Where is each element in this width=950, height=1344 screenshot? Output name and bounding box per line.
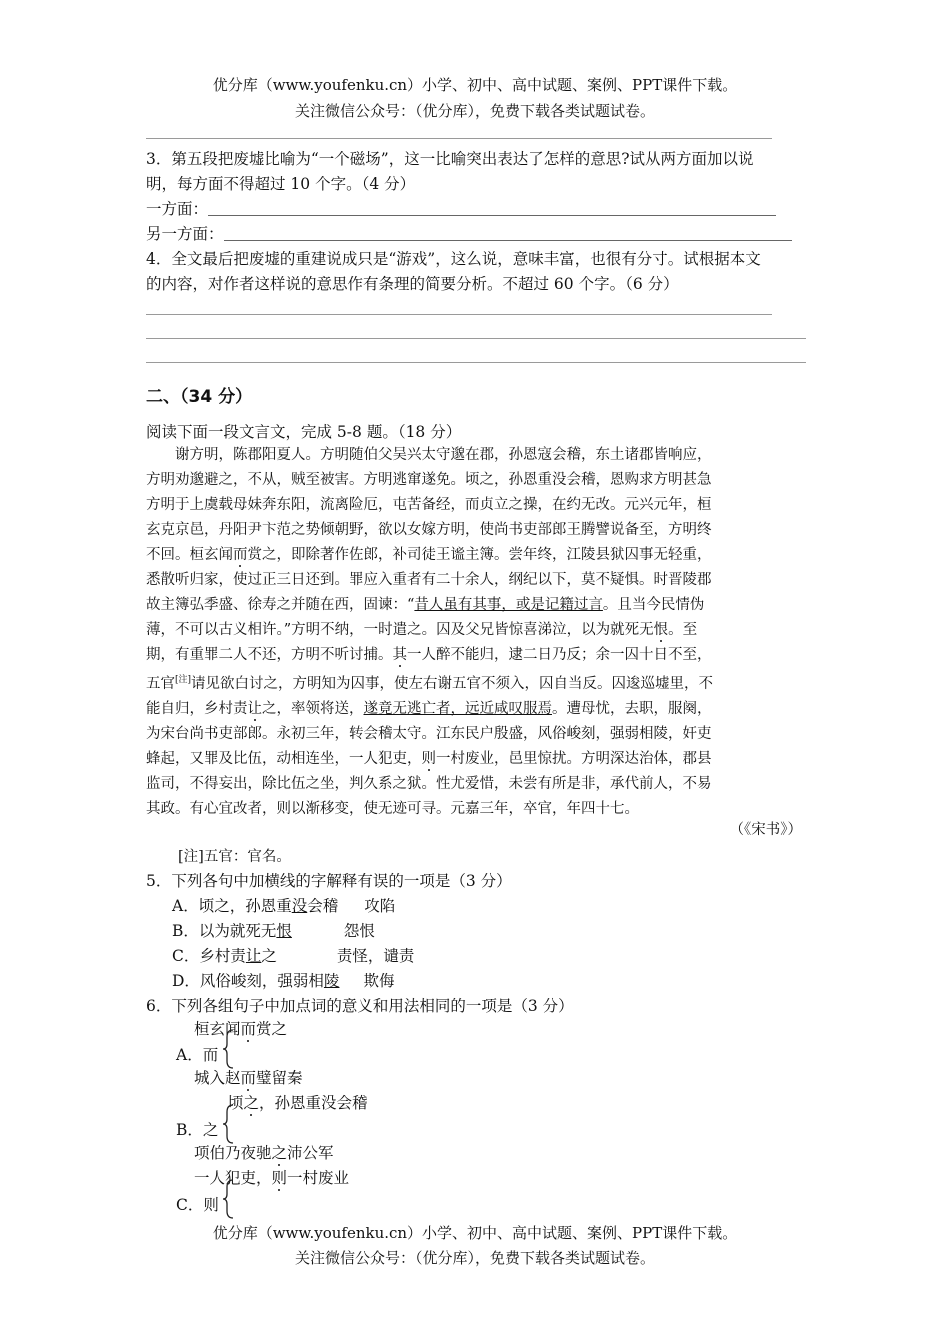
passage-text: 不回。桓玄闻 xyxy=(146,547,233,563)
sentence-text: 顷 xyxy=(228,1094,244,1112)
passage-line: 方明于上虞载母妹奔东阳，流离险厄，屯苦备经，而贞立之操，在约无改。元兴元年，桓 xyxy=(146,497,712,513)
dotted-word: 其 xyxy=(392,647,407,663)
passage-text: 薄，不可以古义相许。”方明不纳，一时遣之。囚及父兄皆惊喜涕泣，以为就死无 xyxy=(146,622,654,638)
passage-line xyxy=(146,643,806,668)
q6-option-b[interactable]: B．之 xyxy=(176,1121,219,1139)
dotted-word: 则 xyxy=(421,750,436,767)
section-2-title: 二、（34 分） xyxy=(146,387,253,407)
passage-text: 。遭母忧，去职，服阕， xyxy=(552,700,712,717)
sentence-text: 桓玄闻 xyxy=(194,1020,241,1038)
passage-text: 能自归，乡村责 xyxy=(146,700,248,717)
passage-text: 请见欲白讨之，方明知为囚事，使左右谢五官不须入，囚自当反。囚逡巡墟里，不 xyxy=(191,675,714,692)
sentence-text: 沛公军 xyxy=(287,1144,334,1162)
passage-line xyxy=(146,747,806,772)
q3-blank-2-label: 另一方面： xyxy=(146,225,224,243)
passage-line: 为宋台尚书吏部郎。永初三年，转会稽太守。江东民户殷盛，风俗峻刻，强弱相陵，奸吏 xyxy=(146,725,712,742)
q4-answer-line-3[interactable] xyxy=(146,362,806,363)
sentence-text: 赏之 xyxy=(256,1020,288,1038)
key-char: 让 xyxy=(245,947,262,965)
option-gloss: 责怪，谴责 xyxy=(336,947,415,965)
header-line-1: 优分库（www.youfenku.cn）小学、初中、高中试题、案例、PPT课件下载。 xyxy=(212,76,738,94)
q4-text-line-1: 4．全文最后把废墟的重建说成只是“游戏”，这么说，意味丰富，也很有分寸。试根据本文 xyxy=(146,250,761,268)
section-2-instruction: 阅读下面一段文言文，完成 5-8 题。（18 分） xyxy=(146,423,462,441)
q3-text-line-2: 明，每方面不得超过 10 个字。（4 分） xyxy=(146,175,416,193)
passage-text: 五官 xyxy=(146,675,175,692)
dotted-word: 恨 xyxy=(653,622,669,638)
option-gloss: 怨恨 xyxy=(343,922,375,940)
q3-blank-1-field[interactable] xyxy=(208,201,776,216)
passage-line: 方明劝邈避之，不从，贼至被害。方明逃窜遂免。顷之，孙恩重没会稽，恩购求方明甚急 xyxy=(146,472,712,488)
sentence-text: 璧留秦 xyxy=(256,1069,303,1087)
passage-note: [注]五官：官名。 xyxy=(178,849,291,865)
option-text: A．顷之，孙恩重 xyxy=(172,897,292,915)
option-gloss: 攻陷 xyxy=(364,897,396,915)
option-gloss: 欺侮 xyxy=(363,972,395,990)
dotted-word: 而 xyxy=(240,1069,257,1087)
option-text: B．以为就死无 xyxy=(172,922,277,940)
dotted-word: 而 xyxy=(240,1020,257,1038)
q6-a-sentence-1 xyxy=(194,1017,287,1039)
passage-line xyxy=(146,593,806,618)
sentence-text: 一村废业 xyxy=(287,1169,350,1187)
key-char: 没 xyxy=(291,897,308,915)
q5-option-a[interactable] xyxy=(172,894,395,916)
passage-line: 玄克京邑，丹阳尹卞范之势倾朝野，欲以女嫁方明，使尚书吏部郎王腾譬说备至，方明终 xyxy=(146,522,712,538)
passage-text: 故主簿弘季盛、徐寿之并随在西，固谏：“ xyxy=(146,597,415,613)
dotted-word: 之 xyxy=(243,1094,260,1112)
q6-option-c[interactable]: C．则 xyxy=(176,1196,219,1214)
q3-blank-2-row xyxy=(146,222,792,244)
answer-line xyxy=(146,138,772,139)
passage-line xyxy=(146,668,806,697)
option-text: 之 xyxy=(261,947,277,965)
footer-line-2: 关注微信公众号：（优分库），免费下载各类试题试卷。 xyxy=(294,1249,655,1267)
passage-line xyxy=(146,618,806,643)
dotted-word: 之 xyxy=(271,1144,288,1162)
q3-text-line-1: 3．第五段把废墟比喻为“一个磁场”，这一比喻突出表达了怎样的意思?试从两方面加以说 xyxy=(146,150,754,168)
q6-a-sentence-2 xyxy=(194,1066,303,1088)
dotted-word: 而 xyxy=(233,547,248,563)
classical-passage xyxy=(146,443,806,822)
sentence-text: ，孙恩重没会稽 xyxy=(259,1094,368,1112)
passage-text: 。且当今民情伪 xyxy=(602,597,705,613)
q6-option-a[interactable]: A．而 xyxy=(176,1046,219,1064)
q5-stem: 5．下列各句中加横线的字解释有误的一项是（3 分） xyxy=(146,872,512,890)
passage-text: 之，率领将送， xyxy=(262,700,364,717)
footer-line-1: 优分库（www.youfenku.cn）小学、初中、高中试题、案例、PPT课件下载。 xyxy=(212,1224,738,1242)
passage-text: 一村废业，邑里惊扰。方明深达治体，郡县 xyxy=(436,750,712,767)
passage-text: 蜂起，又罪及比伍，动相连坐，一人犯吏， xyxy=(146,750,422,767)
q3-blank-2-field[interactable] xyxy=(224,226,792,241)
passage-line: 悉散听归家，使过正三日还到。罪应入重者有二十余人，纲纪以下，莫不疑惧。时晋陵郡 xyxy=(146,572,712,588)
q5-option-b[interactable] xyxy=(172,919,375,941)
passage-line: 监司，不得妄出，除比伍之坐，判久系之狱。性尤爱惜，未尝有所是非，承代前人，不易 xyxy=(146,775,712,792)
q3-blank-1-label: 一方面： xyxy=(146,200,209,218)
q4-answer-line-1[interactable] xyxy=(146,314,772,315)
q5-option-c[interactable] xyxy=(172,944,414,966)
sentence-text: 一人犯吏， xyxy=(194,1169,272,1187)
passage-line xyxy=(146,697,806,722)
passage-line: 谢方明，陈郡阳夏人。方明随伯父吴兴太守邈在郡，孙恩寇会稽，东土诸郡皆响应， xyxy=(175,447,712,463)
dotted-word: 让 xyxy=(247,700,262,717)
dotted-word: 则 xyxy=(271,1169,288,1187)
q6-stem: 6．下列各组句子中加点词的意义和用法相同的一项是（3 分） xyxy=(146,997,574,1015)
sentence-text: 项伯乃夜驰 xyxy=(194,1144,272,1162)
passage-source: （《宋书》） xyxy=(729,822,802,838)
passage-text: 赏之，即除著作佐郎，补司徒王谧主簿。尝年终，江陵县狱囚事无轻重， xyxy=(247,547,712,563)
brace-icon xyxy=(222,1179,236,1223)
key-char: 恨 xyxy=(276,922,292,940)
passage-line: 其政。有心宜改者，则以渐移变，使无迹可寻。元嘉三年，卒官，年四十七。 xyxy=(146,800,639,817)
footnote-marker: [注] xyxy=(175,675,192,685)
q5-option-d[interactable] xyxy=(172,969,394,991)
option-text: 会稽 xyxy=(307,897,339,915)
passage-text: 一人醉不能归，逮二日乃反；余一囚十日不至， xyxy=(407,647,712,663)
passage-line xyxy=(146,543,806,568)
key-char: 陵 xyxy=(323,972,340,990)
q3-blank-1-row xyxy=(146,197,776,219)
header-line-2: 关注微信公众号：（优分库），免费下载各类试题试卷。 xyxy=(294,102,655,120)
q6-b-sentence-1 xyxy=(228,1091,368,1113)
q6-c-sentence-1 xyxy=(194,1166,349,1188)
q4-text-line-2: 的内容，对作者这样说的意思作有条理的简要分析。不超过 60 个字。（6 分） xyxy=(146,275,679,293)
passage-text: 期，有重罪二人不还，方明不听讨捕。 xyxy=(146,647,393,663)
passage-text: 。至 xyxy=(668,622,698,638)
underlined-sentence-2: 遂竟无逃亡者，远近咸叹服焉 xyxy=(363,700,552,717)
option-text: C．乡村责 xyxy=(172,947,246,965)
q6-b-sentence-2 xyxy=(194,1141,334,1163)
sentence-text: 城入赵 xyxy=(194,1069,241,1087)
underlined-sentence-1: 昔人虽有其事，或是记籍过言 xyxy=(414,597,603,613)
q4-answer-line-2[interactable] xyxy=(146,338,806,339)
option-text: D．风俗峻刻，强弱相 xyxy=(172,972,324,990)
